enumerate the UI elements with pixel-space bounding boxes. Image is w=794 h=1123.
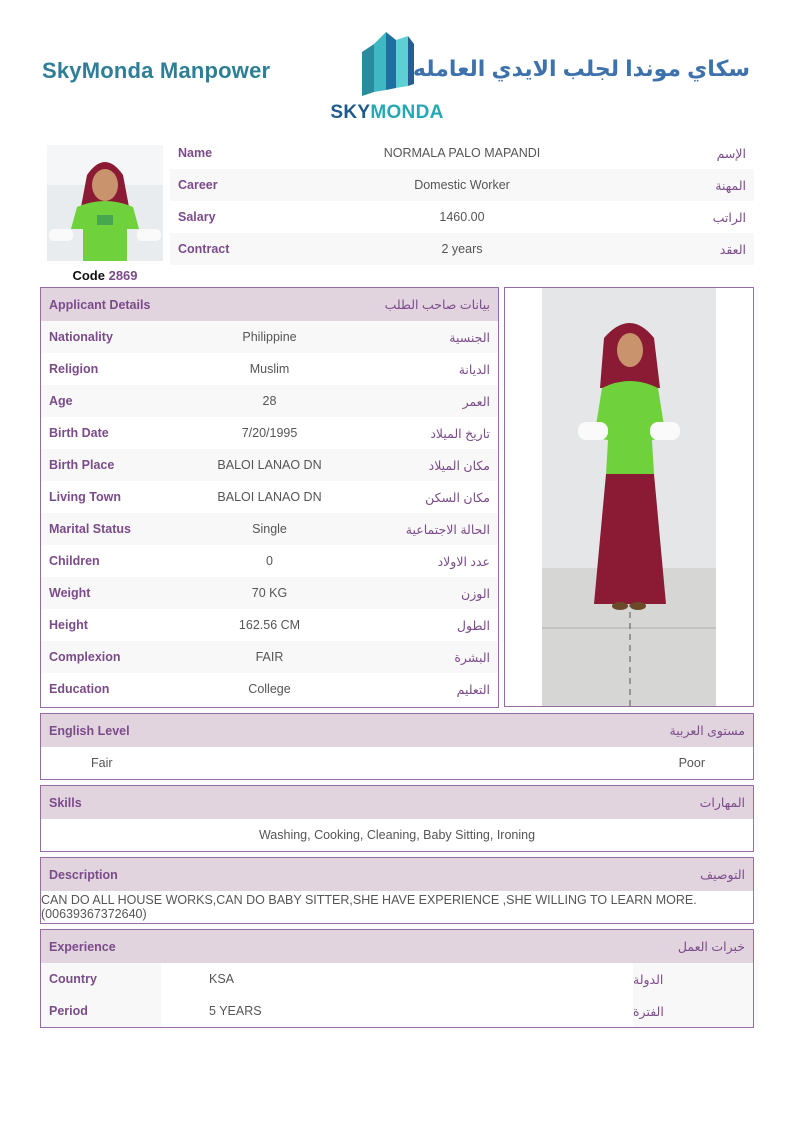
- detail-row-complexion: [41, 641, 498, 673]
- info-label: Salary: [178, 210, 216, 224]
- detail-label-ar: تاريخ الميلاد: [430, 426, 490, 441]
- section-title: Applicant Details: [49, 297, 151, 312]
- code-label: Code: [72, 268, 105, 283]
- section-title-ar: المهارات: [699, 796, 745, 810]
- detail-label: Age: [49, 394, 73, 408]
- detail-row-children: [41, 545, 498, 577]
- detail-value: BALOI LANAO DN: [217, 490, 322, 504]
- experience-card: [40, 929, 754, 1028]
- info-label-ar: العقد: [719, 242, 746, 257]
- detail-row-height: [41, 609, 498, 641]
- section-title-ar: خبرات العمل: [677, 940, 745, 954]
- detail-label: Religion: [49, 362, 99, 376]
- detail-label: Weight: [49, 586, 91, 600]
- detail-label: Birth Place: [49, 458, 115, 472]
- language-level-row: [41, 747, 753, 779]
- experience-row-period: [41, 995, 753, 1027]
- detail-value: 0: [266, 554, 273, 568]
- info-row-name: [170, 137, 754, 169]
- info-value: Domestic Worker: [414, 178, 510, 192]
- info-value: 2 years: [441, 242, 483, 256]
- detail-value: 7/20/1995: [241, 426, 298, 440]
- detail-row-religion: [41, 353, 498, 385]
- experience-label-ar: الفترة: [633, 995, 753, 1027]
- detail-value: BALOI LANAO DN: [217, 458, 322, 472]
- applicant-details-card: [40, 287, 499, 708]
- skills-header: [41, 786, 753, 819]
- detail-label-ar: عدد الاولاد: [437, 554, 490, 569]
- applicant-photo-thumbnail: [47, 145, 163, 261]
- language-level-header: [41, 714, 753, 747]
- detail-label: Nationality: [49, 330, 113, 344]
- section-title-ar: التوصيف: [700, 868, 745, 882]
- detail-row-nationality: [41, 321, 498, 353]
- detail-label: Children: [49, 554, 100, 568]
- page-header: [0, 0, 794, 140]
- detail-value: Muslim: [249, 362, 290, 376]
- arabic-level-value: Poor: [678, 756, 705, 770]
- experience-label: Period: [41, 995, 161, 1027]
- info-row-salary: [170, 201, 754, 233]
- language-level-card: [40, 713, 754, 780]
- detail-row-marital-status: [41, 513, 498, 545]
- info-label-ar: الإسم: [716, 146, 746, 161]
- detail-row-weight: [41, 577, 498, 609]
- detail-value: 162.56 CM: [238, 618, 301, 632]
- applicant-details-header: [41, 288, 498, 321]
- detail-label: Height: [49, 618, 88, 632]
- info-row-career: [170, 169, 754, 201]
- info-label: Name: [178, 146, 213, 160]
- info-label-ar: الراتب: [712, 210, 746, 225]
- experience-value: KSA: [209, 972, 235, 986]
- skills-card: [40, 785, 754, 852]
- info-label-ar: المهنة: [715, 178, 746, 193]
- experience-value: 5 YEARS: [209, 1004, 262, 1018]
- detail-label-ar: الحالة الاجتماعية: [405, 522, 490, 537]
- detail-label: Education: [49, 682, 110, 696]
- skills-value: Washing, Cooking, Cleaning, Baby Sitting, Ironing: [258, 828, 536, 842]
- detail-label: Complexion: [49, 650, 121, 664]
- info-value: 1460.00: [439, 210, 485, 224]
- detail-value: Single: [252, 522, 287, 536]
- detail-label-ar: الديانة: [458, 362, 490, 377]
- detail-label-ar: العمر: [462, 394, 490, 409]
- info-label: Career: [178, 178, 218, 192]
- logo-wordmark: SKYMONDA: [330, 102, 444, 123]
- detail-label-ar: البشرة: [454, 650, 490, 665]
- experience-row-country: [41, 963, 753, 995]
- experience-header: [41, 930, 753, 963]
- section-title: Description: [49, 867, 118, 882]
- detail-value: Philippine: [242, 330, 297, 344]
- section-title: English Level: [49, 723, 130, 738]
- applicant-code: [47, 268, 163, 283]
- detail-label-ar: مكان الميلاد: [428, 458, 490, 473]
- detail-value: 70 KG: [251, 586, 288, 600]
- applicant-photo-full: [542, 288, 716, 706]
- detail-label-ar: التعليم: [456, 682, 490, 697]
- detail-label: Living Town: [49, 490, 121, 504]
- detail-label-ar: مكان السكن: [425, 490, 490, 505]
- experience-label: Country: [41, 963, 161, 995]
- basic-info-table: [170, 137, 754, 265]
- detail-value: FAIR: [255, 650, 284, 664]
- description-card: [40, 857, 754, 924]
- detail-label-ar: الوزن: [461, 586, 490, 601]
- brand-name-ar: سكاي موندا لجلب الايدي العامله: [412, 56, 750, 81]
- detail-row-birth-date: [41, 417, 498, 449]
- detail-row-birth-place: [41, 449, 498, 481]
- experience-label-ar: الدولة: [633, 963, 753, 995]
- section-title-ar: مستوى العربية: [669, 724, 745, 738]
- detail-value: College: [248, 682, 291, 696]
- detail-label: Marital Status: [49, 522, 131, 536]
- detail-label: Birth Date: [49, 426, 109, 440]
- section-title-ar: بيانات صاحب الطلب: [384, 298, 490, 312]
- detail-row-age: [41, 385, 498, 417]
- full-body-photo-card: [504, 287, 754, 707]
- info-label: Contract: [178, 242, 230, 256]
- detail-row-living-town: [41, 481, 498, 513]
- english-level-value: Fair: [91, 756, 113, 770]
- section-title: Experience: [49, 939, 116, 954]
- info-row-contract: [170, 233, 754, 265]
- detail-label-ar: الجنسية: [449, 330, 490, 345]
- brand-name-en: SkyMonda Manpower: [42, 58, 271, 83]
- section-title: Skills: [49, 795, 82, 810]
- detail-value: 28: [262, 394, 277, 408]
- detail-label-ar: الطول: [456, 618, 490, 633]
- code-value: 2869: [108, 268, 138, 283]
- info-value: NORMALA PALO MAPANDI: [383, 146, 541, 160]
- description-value: CAN DO ALL HOUSE WORKS,CAN DO BABY SITTER,SHE HAVE EXPERIENCE ,SHE WILLING TO LEARN MORE.(00639367372640): [41, 893, 697, 921]
- detail-row-education: [41, 673, 498, 705]
- description-header: [41, 858, 753, 891]
